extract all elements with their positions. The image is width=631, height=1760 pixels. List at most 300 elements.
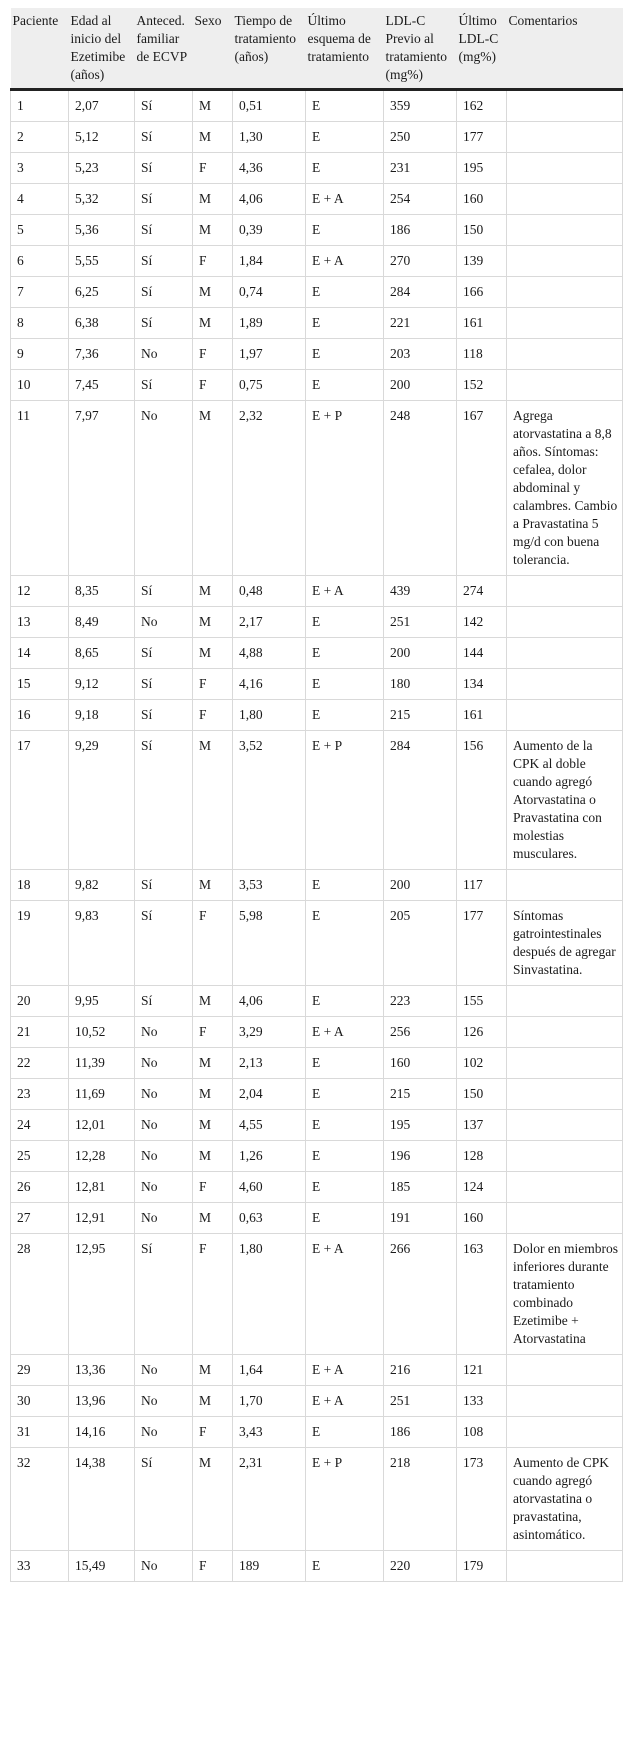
table-row bbox=[11, 1079, 623, 1110]
cell-edad: 13,96 bbox=[69, 1386, 135, 1417]
cell-ldl-ultimo: 133 bbox=[457, 1386, 507, 1417]
cell-ldl-previo: 200 bbox=[384, 870, 457, 901]
cell-tiempo: 4,06 bbox=[233, 986, 306, 1017]
cell-sexo: M bbox=[193, 1048, 233, 1079]
cell-esquema: E + P bbox=[306, 1448, 384, 1551]
cell-esquema: E + A bbox=[306, 1386, 384, 1417]
cell-comentario bbox=[507, 607, 623, 638]
cell-esquema: E bbox=[306, 90, 384, 122]
cell-sexo: F bbox=[193, 1551, 233, 1582]
table-row bbox=[11, 1110, 623, 1141]
table-row bbox=[11, 370, 623, 401]
cell-ldl-previo: 215 bbox=[384, 1079, 457, 1110]
cell-antecedente: Sí bbox=[135, 277, 193, 308]
table-row bbox=[11, 153, 623, 184]
cell-paciente: 14 bbox=[11, 638, 69, 669]
cell-sexo: F bbox=[193, 1172, 233, 1203]
cell-esquema: E bbox=[306, 669, 384, 700]
table-row bbox=[11, 669, 623, 700]
cell-edad: 12,81 bbox=[69, 1172, 135, 1203]
cell-ldl-ultimo: 142 bbox=[457, 607, 507, 638]
cell-sexo: M bbox=[193, 731, 233, 870]
table-row bbox=[11, 986, 623, 1017]
cell-comentario bbox=[507, 184, 623, 215]
cell-paciente: 30 bbox=[11, 1386, 69, 1417]
cell-ldl-previo: 160 bbox=[384, 1048, 457, 1079]
cell-comentario bbox=[507, 870, 623, 901]
cell-paciente: 10 bbox=[11, 370, 69, 401]
cell-paciente: 23 bbox=[11, 1079, 69, 1110]
cell-comentario bbox=[507, 308, 623, 339]
header-tiempo: Tiempo de tratamiento (años) bbox=[233, 8, 306, 90]
cell-ldl-previo: 284 bbox=[384, 277, 457, 308]
cell-tiempo: 0,63 bbox=[233, 1203, 306, 1234]
cell-antecedente: No bbox=[135, 1386, 193, 1417]
cell-antecedente: No bbox=[135, 401, 193, 576]
cell-edad: 2,07 bbox=[69, 90, 135, 122]
cell-comentario bbox=[507, 986, 623, 1017]
cell-comentario: Aumento de la CPK al doble cuando agregó Atorvastatina o Pravastatina con molestias musculares. bbox=[507, 731, 623, 870]
table-row bbox=[11, 700, 623, 731]
cell-ldl-ultimo: 118 bbox=[457, 339, 507, 370]
cell-sexo: M bbox=[193, 1355, 233, 1386]
cell-ldl-previo: 180 bbox=[384, 669, 457, 700]
cell-tiempo: 4,06 bbox=[233, 184, 306, 215]
cell-paciente: 33 bbox=[11, 1551, 69, 1582]
cell-ldl-previo: 191 bbox=[384, 1203, 457, 1234]
cell-antecedente: Sí bbox=[135, 986, 193, 1017]
cell-ldl-previo: 215 bbox=[384, 700, 457, 731]
cell-esquema: E bbox=[306, 1110, 384, 1141]
table-row bbox=[11, 1355, 623, 1386]
cell-tiempo: 1,89 bbox=[233, 308, 306, 339]
cell-esquema: E bbox=[306, 339, 384, 370]
cell-paciente: 19 bbox=[11, 901, 69, 986]
cell-sexo: M bbox=[193, 1110, 233, 1141]
cell-edad: 7,45 bbox=[69, 370, 135, 401]
header-comentarios: Comentarios bbox=[507, 8, 623, 90]
cell-paciente: 12 bbox=[11, 576, 69, 607]
cell-sexo: M bbox=[193, 1448, 233, 1551]
cell-esquema: E bbox=[306, 1141, 384, 1172]
cell-sexo: M bbox=[193, 1203, 233, 1234]
cell-ldl-previo: 254 bbox=[384, 184, 457, 215]
cell-tiempo: 1,97 bbox=[233, 339, 306, 370]
cell-comentario: Síntomas gatrointestinales después de agregar Sinvastatina. bbox=[507, 901, 623, 986]
cell-tiempo: 3,52 bbox=[233, 731, 306, 870]
cell-edad: 9,18 bbox=[69, 700, 135, 731]
cell-ldl-ultimo: 102 bbox=[457, 1048, 507, 1079]
cell-ldl-previo: 256 bbox=[384, 1017, 457, 1048]
cell-ldl-ultimo: 121 bbox=[457, 1355, 507, 1386]
header-esquema: Último esquema de tratamiento bbox=[306, 8, 384, 90]
table-row bbox=[11, 576, 623, 607]
cell-paciente: 3 bbox=[11, 153, 69, 184]
cell-ldl-ultimo: 177 bbox=[457, 122, 507, 153]
cell-ldl-ultimo: 152 bbox=[457, 370, 507, 401]
cell-ldl-ultimo: 179 bbox=[457, 1551, 507, 1582]
cell-ldl-ultimo: 274 bbox=[457, 576, 507, 607]
cell-esquema: E + A bbox=[306, 246, 384, 277]
table-row bbox=[11, 1017, 623, 1048]
cell-tiempo: 1,26 bbox=[233, 1141, 306, 1172]
table-row bbox=[11, 1048, 623, 1079]
cell-tiempo: 0,51 bbox=[233, 90, 306, 122]
cell-ldl-previo: 284 bbox=[384, 731, 457, 870]
cell-esquema: E + A bbox=[306, 184, 384, 215]
cell-antecedente: No bbox=[135, 1172, 193, 1203]
cell-antecedente: Sí bbox=[135, 669, 193, 700]
cell-paciente: 4 bbox=[11, 184, 69, 215]
cell-edad: 9,12 bbox=[69, 669, 135, 700]
cell-comentario bbox=[507, 1017, 623, 1048]
cell-ldl-previo: 251 bbox=[384, 607, 457, 638]
cell-comentario bbox=[507, 638, 623, 669]
cell-antecedente: No bbox=[135, 339, 193, 370]
cell-sexo: M bbox=[193, 90, 233, 122]
cell-edad: 5,23 bbox=[69, 153, 135, 184]
cell-ldl-previo: 266 bbox=[384, 1234, 457, 1355]
cell-esquema: E bbox=[306, 1417, 384, 1448]
cell-edad: 7,36 bbox=[69, 339, 135, 370]
cell-edad: 8,65 bbox=[69, 638, 135, 669]
cell-sexo: F bbox=[193, 1234, 233, 1355]
cell-paciente: 7 bbox=[11, 277, 69, 308]
cell-tiempo: 4,16 bbox=[233, 669, 306, 700]
cell-ldl-ultimo: 108 bbox=[457, 1417, 507, 1448]
cell-esquema: E bbox=[306, 308, 384, 339]
cell-paciente: 28 bbox=[11, 1234, 69, 1355]
table-row bbox=[11, 1141, 623, 1172]
cell-ldl-ultimo: 124 bbox=[457, 1172, 507, 1203]
cell-comentario bbox=[507, 215, 623, 246]
cell-sexo: M bbox=[193, 184, 233, 215]
cell-ldl-previo: 221 bbox=[384, 308, 457, 339]
cell-esquema: E bbox=[306, 700, 384, 731]
cell-edad: 10,52 bbox=[69, 1017, 135, 1048]
cell-ldl-previo: 216 bbox=[384, 1355, 457, 1386]
cell-ldl-previo: 248 bbox=[384, 401, 457, 576]
cell-esquema: E bbox=[306, 277, 384, 308]
cell-ldl-ultimo: 144 bbox=[457, 638, 507, 669]
header-paciente: Paciente bbox=[11, 8, 69, 90]
cell-tiempo: 4,88 bbox=[233, 638, 306, 669]
cell-antecedente: Sí bbox=[135, 700, 193, 731]
cell-paciente: 32 bbox=[11, 1448, 69, 1551]
cell-edad: 5,32 bbox=[69, 184, 135, 215]
cell-comentario bbox=[507, 153, 623, 184]
cell-ldl-ultimo: 150 bbox=[457, 215, 507, 246]
cell-esquema: E + A bbox=[306, 576, 384, 607]
cell-antecedente: No bbox=[135, 1017, 193, 1048]
cell-paciente: 5 bbox=[11, 215, 69, 246]
table-header bbox=[11, 8, 623, 90]
cell-antecedente: Sí bbox=[135, 638, 193, 669]
table-row bbox=[11, 901, 623, 986]
cell-edad: 12,28 bbox=[69, 1141, 135, 1172]
cell-edad: 13,36 bbox=[69, 1355, 135, 1386]
cell-esquema: E + A bbox=[306, 1017, 384, 1048]
cell-comentario bbox=[507, 1355, 623, 1386]
cell-antecedente: Sí bbox=[135, 215, 193, 246]
table-row bbox=[11, 1448, 623, 1551]
cell-paciente: 11 bbox=[11, 401, 69, 576]
cell-ldl-ultimo: 173 bbox=[457, 1448, 507, 1551]
cell-ldl-previo: 218 bbox=[384, 1448, 457, 1551]
cell-sexo: F bbox=[193, 1417, 233, 1448]
header-ldl-ultimo: Último LDL-C (mg%) bbox=[457, 8, 507, 90]
cell-paciente: 20 bbox=[11, 986, 69, 1017]
cell-comentario bbox=[507, 1551, 623, 1582]
cell-tiempo: 189 bbox=[233, 1551, 306, 1582]
header-antecedente: Anteced. familiar de ECVP bbox=[135, 8, 193, 90]
cell-ldl-ultimo: 137 bbox=[457, 1110, 507, 1141]
cell-ldl-previo: 270 bbox=[384, 246, 457, 277]
cell-sexo: F bbox=[193, 1017, 233, 1048]
cell-antecedente: Sí bbox=[135, 1234, 193, 1355]
cell-ldl-previo: 186 bbox=[384, 215, 457, 246]
table-row bbox=[11, 215, 623, 246]
cell-sexo: F bbox=[193, 246, 233, 277]
cell-esquema: E bbox=[306, 215, 384, 246]
cell-comentario bbox=[507, 669, 623, 700]
table-container bbox=[10, 8, 622, 1582]
cell-tiempo: 2,32 bbox=[233, 401, 306, 576]
cell-paciente: 29 bbox=[11, 1355, 69, 1386]
cell-sexo: M bbox=[193, 122, 233, 153]
cell-comentario bbox=[507, 1141, 623, 1172]
cell-comentario: Aumento de CPK cuando agregó atorvastatina o pravastatina, asintomático. bbox=[507, 1448, 623, 1551]
cell-edad: 5,36 bbox=[69, 215, 135, 246]
cell-comentario bbox=[507, 576, 623, 607]
cell-tiempo: 1,70 bbox=[233, 1386, 306, 1417]
cell-ldl-ultimo: 161 bbox=[457, 700, 507, 731]
cell-esquema: E + P bbox=[306, 731, 384, 870]
cell-sexo: M bbox=[193, 607, 233, 638]
cell-sexo: F bbox=[193, 669, 233, 700]
table-row bbox=[11, 1203, 623, 1234]
cell-comentario bbox=[507, 246, 623, 277]
cell-comentario: Agrega atorvastatina a 8,8 años. Síntomas: cefalea, dolor abdominal y calambres. Cambio a Pravastatina 5 mg/d con buena tolerancia. bbox=[507, 401, 623, 576]
cell-esquema: E bbox=[306, 1172, 384, 1203]
cell-paciente: 15 bbox=[11, 669, 69, 700]
cell-paciente: 25 bbox=[11, 1141, 69, 1172]
cell-paciente: 17 bbox=[11, 731, 69, 870]
header-row bbox=[11, 8, 623, 90]
table-row bbox=[11, 1551, 623, 1582]
cell-ldl-ultimo: 126 bbox=[457, 1017, 507, 1048]
cell-paciente: 2 bbox=[11, 122, 69, 153]
cell-sexo: M bbox=[193, 870, 233, 901]
cell-tiempo: 1,84 bbox=[233, 246, 306, 277]
cell-sexo: M bbox=[193, 1386, 233, 1417]
table-row bbox=[11, 277, 623, 308]
cell-paciente: 31 bbox=[11, 1417, 69, 1448]
cell-edad: 9,29 bbox=[69, 731, 135, 870]
cell-tiempo: 5,98 bbox=[233, 901, 306, 986]
cell-ldl-ultimo: 156 bbox=[457, 731, 507, 870]
cell-tiempo: 4,55 bbox=[233, 1110, 306, 1141]
cell-sexo: F bbox=[193, 153, 233, 184]
cell-edad: 8,49 bbox=[69, 607, 135, 638]
cell-antecedente: Sí bbox=[135, 90, 193, 122]
cell-comentario bbox=[507, 1048, 623, 1079]
cell-ldl-previo: 359 bbox=[384, 90, 457, 122]
cell-ldl-previo: 200 bbox=[384, 638, 457, 669]
header-edad: Edad al inicio del Ezetimibe (años) bbox=[69, 8, 135, 90]
cell-tiempo: 0,39 bbox=[233, 215, 306, 246]
cell-tiempo: 3,29 bbox=[233, 1017, 306, 1048]
cell-paciente: 21 bbox=[11, 1017, 69, 1048]
cell-antecedente: No bbox=[135, 1048, 193, 1079]
cell-ldl-previo: 203 bbox=[384, 339, 457, 370]
cell-tiempo: 2,13 bbox=[233, 1048, 306, 1079]
cell-antecedente: No bbox=[135, 1355, 193, 1386]
cell-comentario bbox=[507, 1386, 623, 1417]
cell-paciente: 1 bbox=[11, 90, 69, 122]
cell-edad: 6,38 bbox=[69, 308, 135, 339]
cell-ldl-previo: 195 bbox=[384, 1110, 457, 1141]
cell-antecedente: Sí bbox=[135, 1448, 193, 1551]
cell-paciente: 24 bbox=[11, 1110, 69, 1141]
cell-antecedente: Sí bbox=[135, 731, 193, 870]
header-ldl-previo: LDL-C Previo al tratamiento (mg%) bbox=[384, 8, 457, 90]
cell-tiempo: 0,74 bbox=[233, 277, 306, 308]
cell-esquema: E bbox=[306, 607, 384, 638]
cell-comentario bbox=[507, 1110, 623, 1141]
cell-edad: 11,39 bbox=[69, 1048, 135, 1079]
header-sexo: Sexo bbox=[193, 8, 233, 90]
cell-tiempo: 1,64 bbox=[233, 1355, 306, 1386]
cell-sexo: M bbox=[193, 1141, 233, 1172]
cell-edad: 15,49 bbox=[69, 1551, 135, 1582]
cell-edad: 6,25 bbox=[69, 277, 135, 308]
table-row bbox=[11, 246, 623, 277]
cell-esquema: E bbox=[306, 1551, 384, 1582]
cell-esquema: E bbox=[306, 1079, 384, 1110]
table-row bbox=[11, 184, 623, 215]
cell-esquema: E bbox=[306, 901, 384, 986]
cell-ldl-ultimo: 134 bbox=[457, 669, 507, 700]
cell-edad: 8,35 bbox=[69, 576, 135, 607]
table-row bbox=[11, 122, 623, 153]
cell-ldl-ultimo: 177 bbox=[457, 901, 507, 986]
cell-ldl-ultimo: 160 bbox=[457, 1203, 507, 1234]
cell-paciente: 18 bbox=[11, 870, 69, 901]
cell-paciente: 22 bbox=[11, 1048, 69, 1079]
cell-antecedente: No bbox=[135, 1203, 193, 1234]
cell-sexo: M bbox=[193, 277, 233, 308]
cell-antecedente: Sí bbox=[135, 576, 193, 607]
cell-ldl-ultimo: 167 bbox=[457, 401, 507, 576]
cell-ldl-previo: 186 bbox=[384, 1417, 457, 1448]
cell-tiempo: 0,75 bbox=[233, 370, 306, 401]
cell-tiempo: 2,04 bbox=[233, 1079, 306, 1110]
cell-comentario bbox=[507, 700, 623, 731]
cell-edad: 14,38 bbox=[69, 1448, 135, 1551]
cell-esquema: E bbox=[306, 122, 384, 153]
cell-sexo: M bbox=[193, 576, 233, 607]
cell-comentario bbox=[507, 1172, 623, 1203]
cell-esquema: E bbox=[306, 638, 384, 669]
table-row bbox=[11, 607, 623, 638]
cell-esquema: E bbox=[306, 153, 384, 184]
cell-edad: 9,82 bbox=[69, 870, 135, 901]
cell-esquema: E + A bbox=[306, 1355, 384, 1386]
cell-ldl-ultimo: 139 bbox=[457, 246, 507, 277]
cell-sexo: F bbox=[193, 339, 233, 370]
cell-sexo: F bbox=[193, 370, 233, 401]
cell-antecedente: No bbox=[135, 1141, 193, 1172]
table-row bbox=[11, 1234, 623, 1355]
cell-antecedente: Sí bbox=[135, 901, 193, 986]
table-row bbox=[11, 1386, 623, 1417]
cell-ldl-ultimo: 155 bbox=[457, 986, 507, 1017]
cell-ldl-previo: 439 bbox=[384, 576, 457, 607]
cell-antecedente: Sí bbox=[135, 870, 193, 901]
cell-ldl-ultimo: 163 bbox=[457, 1234, 507, 1355]
cell-ldl-previo: 223 bbox=[384, 986, 457, 1017]
cell-ldl-ultimo: 162 bbox=[457, 90, 507, 122]
cell-tiempo: 1,80 bbox=[233, 1234, 306, 1355]
table-row bbox=[11, 638, 623, 669]
cell-sexo: M bbox=[193, 401, 233, 576]
table-row bbox=[11, 401, 623, 576]
cell-esquema: E + A bbox=[306, 1234, 384, 1355]
table-row bbox=[11, 308, 623, 339]
cell-ldl-previo: 250 bbox=[384, 122, 457, 153]
cell-tiempo: 1,80 bbox=[233, 700, 306, 731]
cell-ldl-previo: 231 bbox=[384, 153, 457, 184]
cell-antecedente: Sí bbox=[135, 122, 193, 153]
cell-tiempo: 2,17 bbox=[233, 607, 306, 638]
cell-comentario bbox=[507, 90, 623, 122]
cell-comentario bbox=[507, 122, 623, 153]
cell-edad: 11,69 bbox=[69, 1079, 135, 1110]
table-row bbox=[11, 1417, 623, 1448]
cell-ldl-ultimo: 117 bbox=[457, 870, 507, 901]
cell-tiempo: 3,53 bbox=[233, 870, 306, 901]
cell-edad: 9,83 bbox=[69, 901, 135, 986]
cell-ldl-previo: 251 bbox=[384, 1386, 457, 1417]
cell-tiempo: 4,36 bbox=[233, 153, 306, 184]
cell-edad: 5,55 bbox=[69, 246, 135, 277]
cell-sexo: M bbox=[193, 986, 233, 1017]
cell-comentario bbox=[507, 339, 623, 370]
cell-tiempo: 4,60 bbox=[233, 1172, 306, 1203]
cell-antecedente: No bbox=[135, 607, 193, 638]
cell-ldl-ultimo: 160 bbox=[457, 184, 507, 215]
cell-sexo: F bbox=[193, 700, 233, 731]
patients-table bbox=[10, 8, 623, 1582]
cell-antecedente: No bbox=[135, 1551, 193, 1582]
cell-esquema: E bbox=[306, 870, 384, 901]
table-row bbox=[11, 870, 623, 901]
cell-antecedente: Sí bbox=[135, 153, 193, 184]
cell-esquema: E + P bbox=[306, 401, 384, 576]
cell-paciente: 26 bbox=[11, 1172, 69, 1203]
cell-sexo: M bbox=[193, 215, 233, 246]
cell-antecedente: Sí bbox=[135, 370, 193, 401]
cell-tiempo: 2,31 bbox=[233, 1448, 306, 1551]
cell-comentario bbox=[507, 1079, 623, 1110]
cell-paciente: 6 bbox=[11, 246, 69, 277]
cell-ldl-ultimo: 150 bbox=[457, 1079, 507, 1110]
cell-esquema: E bbox=[306, 370, 384, 401]
cell-paciente: 8 bbox=[11, 308, 69, 339]
cell-paciente: 27 bbox=[11, 1203, 69, 1234]
cell-edad: 12,01 bbox=[69, 1110, 135, 1141]
